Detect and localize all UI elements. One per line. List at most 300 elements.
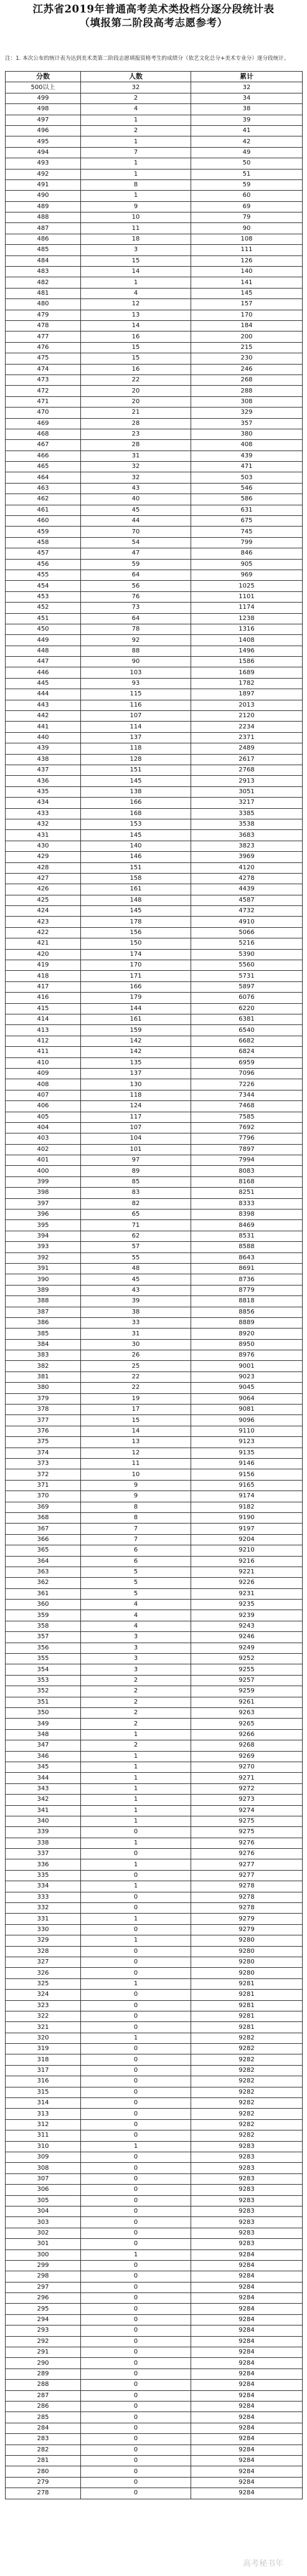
cell-score: 350 <box>6 1707 81 1718</box>
table-row <box>6 1870 303 1881</box>
table-row <box>6 2044 303 2054</box>
cell-score: 326 <box>6 1968 81 1978</box>
table-row <box>6 267 303 277</box>
table-row <box>6 635 303 646</box>
table-row <box>6 1317 303 1328</box>
table-row <box>6 1914 303 1924</box>
cell-score: 332 <box>6 1903 81 1914</box>
table-row <box>6 2455 303 2466</box>
table-row <box>6 1719 303 1729</box>
cell-cumulative: 9281 <box>191 2000 303 2011</box>
cell-cumulative: 7096 <box>191 1068 303 1079</box>
cell-score: 397 <box>6 1198 81 1209</box>
table-row <box>6 646 303 656</box>
cell-score: 483 <box>6 267 81 277</box>
cell-count: 1 <box>81 1978 191 1989</box>
table-row <box>6 1122 303 1133</box>
cell-count: 9 <box>81 201 191 212</box>
table-row <box>6 722 303 732</box>
cell-cumulative: 8950 <box>191 1339 303 1350</box>
cell-count: 15 <box>81 1415 191 1426</box>
cell-count: 145 <box>81 906 191 917</box>
cell-score: 408 <box>6 1079 81 1090</box>
cell-cumulative: 1316 <box>191 624 303 634</box>
cell-count: 4 <box>81 104 191 115</box>
table-row <box>6 1502 303 1512</box>
cell-count: 30 <box>81 1339 191 1350</box>
title-line-2: （填报第二阶段高考志愿参考） <box>79 17 228 29</box>
table-row <box>6 2314 303 2325</box>
table-row <box>6 1881 303 1892</box>
table-row <box>6 1166 303 1176</box>
cell-count: 153 <box>81 819 191 829</box>
cell-cumulative: 9283 <box>191 2185 303 2195</box>
cell-score: 312 <box>6 2119 81 2130</box>
cell-count: 1 <box>81 1816 191 1826</box>
cell-score: 358 <box>6 1621 81 1631</box>
cell-count: 14 <box>81 320 191 331</box>
cell-count: 56 <box>81 581 191 591</box>
cell-count: 158 <box>81 873 191 884</box>
table-row <box>6 472 303 483</box>
cell-cumulative: 69 <box>191 201 303 212</box>
cell-score: 476 <box>6 342 81 353</box>
cell-cumulative: 9283 <box>191 2217 303 2228</box>
cell-count: 0 <box>81 1968 191 1978</box>
cell-cumulative: 9270 <box>191 1762 303 1772</box>
table-row <box>6 1859 303 1870</box>
cell-count: 20 <box>81 386 191 396</box>
cell-count: 124 <box>81 1101 191 1112</box>
cell-cumulative: 5216 <box>191 938 303 949</box>
cell-count: 0 <box>81 2260 191 2271</box>
cell-count: 70 <box>81 527 191 537</box>
table-row <box>6 429 303 439</box>
cell-count: 0 <box>81 2390 191 2401</box>
cell-score: 463 <box>6 483 81 494</box>
cell-count: 0 <box>81 2228 191 2238</box>
cell-count: 22 <box>81 1383 191 1393</box>
cell-count: 0 <box>81 2206 191 2216</box>
cell-score: 484 <box>6 255 81 266</box>
table-row <box>6 1047 303 1057</box>
cell-cumulative: 79 <box>191 212 303 223</box>
table-row <box>6 374 303 385</box>
cell-score: 280 <box>6 2466 81 2477</box>
table-row <box>6 873 303 884</box>
table-header-row <box>6 72 303 82</box>
cell-cumulative: 8251 <box>191 1188 303 1198</box>
cell-cumulative: 1238 <box>191 613 303 624</box>
cell-cumulative: 8818 <box>191 1296 303 1307</box>
cell-cumulative: 1782 <box>191 678 303 689</box>
cell-cumulative: 2913 <box>191 776 303 786</box>
score-distribution-table <box>5 71 303 2499</box>
cell-score: 392 <box>6 1252 81 1263</box>
cell-score: 500以上 <box>6 82 81 93</box>
table-row <box>6 2239 303 2249</box>
table-row <box>6 2488 303 2499</box>
cell-cumulative: 9284 <box>191 2260 303 2271</box>
cell-cumulative: 1689 <box>191 667 303 678</box>
cell-score: 322 <box>6 2011 81 2021</box>
table-row <box>6 310 303 320</box>
cell-count: 43 <box>81 483 191 494</box>
cell-count: 0 <box>81 2239 191 2249</box>
cell-count: 6 <box>81 1545 191 1556</box>
cell-score: 286 <box>6 2401 81 2411</box>
cell-cumulative: 246 <box>191 364 303 374</box>
cell-count: 1 <box>81 1881 191 1892</box>
table-row <box>6 1892 303 1902</box>
cell-score: 283 <box>6 2434 81 2445</box>
table-row <box>6 1025 303 1036</box>
cell-cumulative: 2489 <box>191 743 303 754</box>
cell-cumulative: 9235 <box>191 1600 303 1610</box>
cell-cumulative: 9280 <box>191 1935 303 1946</box>
cell-count: 161 <box>81 884 191 895</box>
cell-cumulative: 9284 <box>191 2326 303 2336</box>
cell-score: 465 <box>6 462 81 472</box>
cell-cumulative: 1586 <box>191 657 303 667</box>
cell-count: 142 <box>81 1036 191 1046</box>
cell-score: 348 <box>6 1729 81 1740</box>
cell-cumulative: 9282 <box>191 2054 303 2065</box>
cell-score: 292 <box>6 2336 81 2347</box>
cell-count: 171 <box>81 971 191 981</box>
cell-count: 0 <box>81 2119 191 2130</box>
cell-score: 369 <box>6 1502 81 1512</box>
cell-cumulative: 1897 <box>191 689 303 700</box>
cell-score: 299 <box>6 2260 81 2271</box>
cell-score: 328 <box>6 1946 81 1957</box>
cell-count: 7 <box>81 1534 191 1545</box>
table-row <box>6 1827 303 1838</box>
cell-score: 432 <box>6 819 81 829</box>
cell-cumulative: 6682 <box>191 1036 303 1046</box>
cell-score: 431 <box>6 830 81 841</box>
cell-cumulative: 49 <box>191 147 303 158</box>
cell-cumulative: 7226 <box>191 1079 303 1090</box>
cell-count: 101 <box>81 1144 191 1155</box>
cell-count: 3 <box>81 1664 191 1675</box>
cell-cumulative: 9284 <box>191 2390 303 2401</box>
cell-count: 22 <box>81 1371 191 1382</box>
cell-cumulative: 90 <box>191 223 303 234</box>
table-row <box>6 591 303 602</box>
table-row <box>6 1252 303 1263</box>
cell-count: 0 <box>81 2109 191 2119</box>
cell-count: 104 <box>81 1133 191 1144</box>
cell-count: 0 <box>81 2098 191 2109</box>
table-row <box>6 1957 303 1967</box>
cell-score: 396 <box>6 1209 81 1220</box>
cell-score: 422 <box>6 927 81 938</box>
cell-score: 293 <box>6 2326 81 2336</box>
cell-cumulative: 471 <box>191 462 303 472</box>
table-row <box>6 743 303 754</box>
cell-count: 89 <box>81 1166 191 1176</box>
cell-count: 2 <box>81 1675 191 1686</box>
cell-cumulative: 4910 <box>191 917 303 927</box>
table-row <box>6 332 303 342</box>
cell-cumulative: 1408 <box>191 635 303 646</box>
cell-score: 340 <box>6 1816 81 1826</box>
cell-cumulative: 9284 <box>191 2314 303 2325</box>
cell-cumulative: 34 <box>191 93 303 103</box>
cell-cumulative: 3683 <box>191 830 303 841</box>
table-row <box>6 2423 303 2433</box>
cell-cumulative: 9283 <box>191 2141 303 2152</box>
cell-score: 357 <box>6 1632 81 1643</box>
cell-score: 353 <box>6 1675 81 1686</box>
cell-cumulative: 9096 <box>191 1415 303 1426</box>
cell-count: 140 <box>81 841 191 851</box>
cell-count: 145 <box>81 830 191 841</box>
cell-cumulative: 2768 <box>191 765 303 776</box>
cell-cumulative: 38 <box>191 104 303 115</box>
cell-count: 0 <box>81 1957 191 1967</box>
table-row <box>6 1924 303 1935</box>
cell-count: 0 <box>81 2217 191 2228</box>
cell-cumulative: 4732 <box>191 906 303 917</box>
cell-cumulative: 7585 <box>191 1112 303 1122</box>
cell-cumulative: 50 <box>191 158 303 169</box>
cell-score: 418 <box>6 971 81 981</box>
cell-cumulative: 51 <box>191 169 303 179</box>
cell-count: 142 <box>81 1047 191 1057</box>
table-row <box>6 1773 303 1783</box>
cell-score: 435 <box>6 786 81 797</box>
cell-count: 0 <box>81 2477 191 2488</box>
cell-cumulative: 145 <box>191 288 303 298</box>
table-row <box>6 191 303 201</box>
cell-count: 5 <box>81 1578 191 1588</box>
cell-score: 490 <box>6 191 81 201</box>
table-row <box>6 277 303 288</box>
table-row <box>6 917 303 927</box>
cell-count: 92 <box>81 635 191 646</box>
table-row <box>6 1090 303 1100</box>
cell-count: 0 <box>81 2130 191 2141</box>
cell-count: 151 <box>81 862 191 873</box>
cell-score: 450 <box>6 624 81 634</box>
table-row <box>6 1426 303 1436</box>
cell-count: 1 <box>81 1859 191 1870</box>
cell-count: 0 <box>81 2455 191 2466</box>
table-row <box>6 678 303 689</box>
cell-count: 178 <box>81 917 191 927</box>
cell-score: 411 <box>6 1047 81 1057</box>
cell-cumulative: 9265 <box>191 1719 303 1729</box>
cell-cumulative: 9284 <box>191 2412 303 2423</box>
cell-score: 327 <box>6 1957 81 1967</box>
cell-cumulative: 9282 <box>191 2087 303 2097</box>
cell-cumulative: 9284 <box>191 2293 303 2304</box>
cell-score: 310 <box>6 2141 81 2152</box>
cell-score: 427 <box>6 873 81 884</box>
cell-count: 8 <box>81 1502 191 1512</box>
cell-count: 118 <box>81 743 191 754</box>
cell-count: 117 <box>81 1112 191 1122</box>
cell-count: 23 <box>81 429 191 439</box>
cell-score: 313 <box>6 2109 81 2119</box>
cell-count: 116 <box>81 700 191 710</box>
cell-cumulative: 9284 <box>191 2401 303 2411</box>
cell-cumulative: 8856 <box>191 1307 303 1317</box>
cell-count: 48 <box>81 1263 191 1274</box>
table-row <box>6 1176 303 1187</box>
cell-count: 0 <box>81 1946 191 1957</box>
cell-score: 477 <box>6 332 81 342</box>
cell-count: 0 <box>81 1903 191 1914</box>
cell-score: 303 <box>6 2217 81 2228</box>
cell-cumulative: 5731 <box>191 971 303 981</box>
cell-score: 382 <box>6 1361 81 1371</box>
table-row <box>6 2033 303 2043</box>
table-row <box>6 960 303 971</box>
table-row <box>6 862 303 873</box>
cell-score: 429 <box>6 852 81 862</box>
cell-count: 13 <box>81 310 191 320</box>
cell-score: 343 <box>6 1783 81 1794</box>
cell-count: 0 <box>81 2054 191 2065</box>
table-row <box>6 537 303 548</box>
table-row <box>6 2401 303 2411</box>
table-row <box>6 1068 303 1079</box>
table-row <box>6 1588 303 1599</box>
cell-cumulative: 7692 <box>191 1122 303 1133</box>
cell-count: 0 <box>81 2336 191 2347</box>
table-row <box>6 440 303 451</box>
table-row <box>6 245 303 255</box>
cell-cumulative: 9231 <box>191 1588 303 1599</box>
cell-cumulative: 8398 <box>191 1209 303 1220</box>
cell-score: 304 <box>6 2206 81 2216</box>
cell-cumulative: 9279 <box>191 1924 303 1935</box>
cell-cumulative: 2617 <box>191 754 303 765</box>
table-row <box>6 981 303 992</box>
cell-cumulative: 9284 <box>191 2455 303 2466</box>
cell-score: 466 <box>6 451 81 461</box>
cell-score: 391 <box>6 1263 81 1274</box>
cell-count: 0 <box>81 1849 191 1859</box>
cell-count: 118 <box>81 1090 191 1100</box>
cell-cumulative: 357 <box>191 418 303 429</box>
cell-cumulative: 2013 <box>191 700 303 710</box>
cell-score: 433 <box>6 808 81 819</box>
cell-cumulative: 8168 <box>191 1176 303 1187</box>
cell-score: 469 <box>6 418 81 429</box>
table-row <box>6 1751 303 1762</box>
table-row <box>6 2217 303 2228</box>
table-row <box>6 2304 303 2314</box>
cell-count: 31 <box>81 451 191 461</box>
cell-cumulative: 308 <box>191 396 303 407</box>
cell-score: 388 <box>6 1296 81 1307</box>
table-row <box>6 1242 303 1252</box>
cell-count: 0 <box>81 2380 191 2390</box>
cell-count: 151 <box>81 765 191 776</box>
cell-count: 0 <box>81 2347 191 2358</box>
cell-cumulative: 8779 <box>191 1285 303 1295</box>
cell-score: 428 <box>6 862 81 873</box>
table-row <box>6 353 303 364</box>
table-row <box>6 2011 303 2021</box>
cell-cumulative: 9174 <box>191 1491 303 1502</box>
cell-score: 420 <box>6 949 81 960</box>
cell-count: 0 <box>81 1892 191 1902</box>
table-row <box>6 1762 303 1772</box>
cell-count: 4 <box>81 1610 191 1621</box>
cell-cumulative: 3051 <box>191 786 303 797</box>
cell-cumulative: 200 <box>191 332 303 342</box>
table-row <box>6 1415 303 1426</box>
cell-score: 400 <box>6 1166 81 1176</box>
table-row <box>6 603 303 613</box>
cell-score: 462 <box>6 494 81 505</box>
cell-score: 354 <box>6 1664 81 1675</box>
cell-cumulative: 7897 <box>191 1144 303 1155</box>
cell-count: 47 <box>81 548 191 559</box>
cell-count: 0 <box>81 2185 191 2195</box>
cell-count: 0 <box>81 2022 191 2033</box>
cell-score: 378 <box>6 1405 81 1415</box>
cell-score: 426 <box>6 884 81 895</box>
cell-score: 372 <box>6 1469 81 1480</box>
table-row <box>6 1783 303 1794</box>
cell-count: 0 <box>81 1870 191 1881</box>
cell-cumulative: 2234 <box>191 722 303 732</box>
cell-score: 452 <box>6 603 81 613</box>
cell-score: 473 <box>6 374 81 385</box>
cell-count: 0 <box>81 2173 191 2184</box>
cell-score: 464 <box>6 472 81 483</box>
cell-score: 434 <box>6 798 81 808</box>
cell-count: 15 <box>81 353 191 364</box>
cell-count: 0 <box>81 2423 191 2433</box>
table-row <box>6 1285 303 1295</box>
cell-count: 0 <box>81 1990 191 2000</box>
cell-cumulative: 9284 <box>191 2368 303 2379</box>
cell-cumulative: 9272 <box>191 1783 303 1794</box>
cell-cumulative: 7344 <box>191 1090 303 1100</box>
cell-count: 2 <box>81 1719 191 1729</box>
cell-score: 305 <box>6 2195 81 2206</box>
cell-cumulative: 9284 <box>191 2336 303 2347</box>
cell-cumulative: 9110 <box>191 1426 303 1436</box>
cell-cumulative: 9276 <box>191 1838 303 1848</box>
table-row <box>6 2228 303 2238</box>
cell-count: 166 <box>81 981 191 992</box>
cell-count: 168 <box>81 808 191 819</box>
cell-count: 45 <box>81 505 191 515</box>
table-row <box>6 1838 303 1848</box>
cell-count: 13 <box>81 1437 191 1448</box>
cell-count: 0 <box>81 2466 191 2477</box>
cell-cumulative: 6076 <box>191 993 303 1003</box>
table-row <box>6 1079 303 1090</box>
cell-count: 5 <box>81 1588 191 1599</box>
cell-score: 410 <box>6 1057 81 1068</box>
table-row <box>6 418 303 429</box>
cell-cumulative: 9284 <box>191 2445 303 2455</box>
cell-count: 7 <box>81 1524 191 1534</box>
table-row <box>6 1675 303 1686</box>
cell-count: 39 <box>81 1296 191 1307</box>
cell-score: 458 <box>6 537 81 548</box>
cell-count: 76 <box>81 591 191 602</box>
